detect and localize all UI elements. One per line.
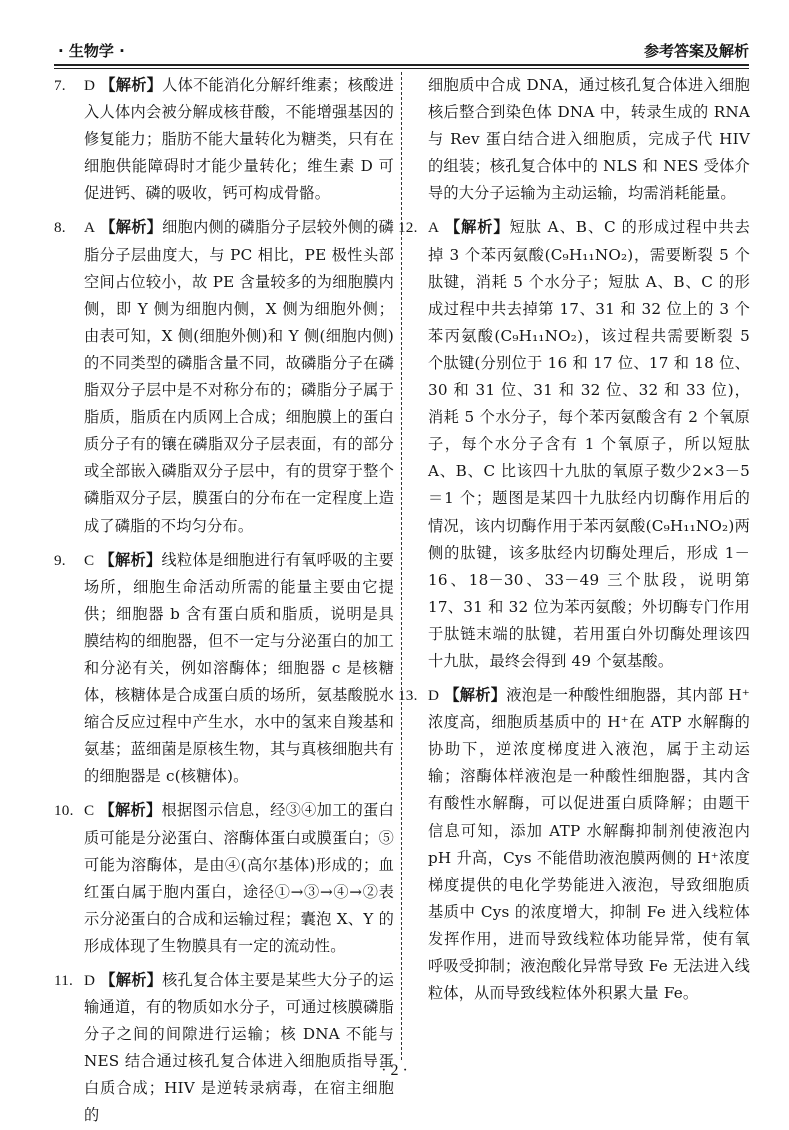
analysis-text: 人体不能消化分解纤维素；核酸进入人体内会被分解成核苷酸，不能增强基因的修复能力；脂肪不能大量转化为糖类，只有在细胞供能障碍时才能少量转化；维生素 D 可促进钙、磷的吸收，钙可构成骨骼。 [84, 76, 395, 203]
answer-letter: D [84, 77, 96, 94]
answer-item-11-continued: 细胞质中合成 DNA，通过核孔复合体进入细胞核后整合到染色体 DNA 中，转录生成的 RNA 与 Rev 蛋白结合进入细胞质，完成子代 HIV 的组装；核孔复合体中的 NLS 和 NES 受体介导的大分子运输为主动运输，均需消耗能量。 [428, 76, 750, 203]
left-column [54, 72, 394, 1130]
analysis-text: 线粒体是细胞进行有氧呼吸的主要场所，细胞生命活动所需的能量主要由它提供；细胞器 b 含有蛋白质和脂质，说明是具膜结构的细胞器，但不一定与分泌蛋白的加工和分泌有关，例如溶酶体；细胞器 c 是核糖体，核糖体是合成蛋白质的场所，氨基酸脱水缩合反应过程中产生水，水中的氢来自羧基和氨基；蓝细菌是原核生物，其与真核细胞共有的细胞器是 c(核糖体)。 [84, 550, 395, 786]
answer-item-13 [398, 682, 750, 1007]
question-number: 10. [54, 802, 74, 820]
question-number: 9. [54, 551, 66, 569]
answer-item-11 [54, 967, 394, 1130]
analysis-tag: 【解析】 [100, 218, 163, 237]
question-number: 8. [54, 219, 66, 237]
analysis-tag: 【解析】 [444, 686, 507, 705]
analysis-tag: 【解析】 [99, 801, 162, 820]
subject-label: · 生物学 · [58, 42, 125, 60]
answer-item-7 [54, 72, 394, 207]
question-number: 11. [54, 972, 74, 989]
analysis-text: 核孔复合体主要是某些大分子的运输通道，有的物质如水分子，可通过核膜磷脂分子之间的间隙进行运输；核 DNA 不能与 NES 结合通过核孔复合体进入细胞质指导蛋白质合成；HIV 是逆转录病毒，在宿主细胞的 [84, 971, 395, 1125]
question-number: 13. [398, 687, 418, 705]
answer-item-9 [54, 547, 394, 791]
answer-item-8 [54, 214, 394, 539]
analysis-text: 液泡是一种酸性细胞器，其内部 H⁺浓度高，细胞质基质中的 H⁺在 ATP 水解酶的协助下，逆浓度梯度进入液泡，属于主动运输；溶酶体样液泡是一种酸性细胞器，其内含有酸性水解酶，可以促进蛋白质降解；由题干信息可知，添加 ATP 水解酶抑制剂使液泡内 pH 升高，Cys 不能借助液泡膜两侧的 H⁺浓度梯度提供的电化学势能进入液泡，导致细胞质基质中 Cys 的浓度增大，抑制 Fe 进入线粒体发挥作用，进而导致线粒体功能异常，使有氧呼吸受抑制；液泡酸化异常导致 Fe 无法进入线粒体，从而导致线粒体外积累大量 Fe。 [428, 686, 750, 1003]
answer-item-12 [398, 214, 750, 675]
analysis-tag: 【解析】 [100, 971, 163, 989]
answer-letter: C [84, 802, 95, 820]
answer-letter: D [84, 972, 96, 989]
right-column [398, 72, 750, 1007]
analysis-tag: 【解析】 [444, 218, 510, 237]
page-number: · 2 · [381, 1062, 408, 1079]
answer-letter: D [428, 687, 440, 705]
question-number: 7. [54, 77, 66, 94]
analysis-tag: 【解析】 [99, 550, 162, 569]
analysis-text: 短肽 A、B、C 的形成过程中共去掉 3 个苯丙氨酸(C₉H₁₁NO₂)，需要断裂 5 个肽键，消耗 5 个水分子；短肽 A、B、C 的形成过程中共去掉第 17、31 和 32 位上的 3 个苯丙氨酸(C₉H₁₁NO₂)，该过程共需要断裂 5 个肽键(分别位于 16 和 17 位、17 和 18 位、30 和 31 位、31 和 32 位、32 和 33 位)，消耗 5 个水分子，每个苯丙氨酸含有 2 个氧原子，每个水分子含有 1 个氧原子，所以短肽 A、B、C 比该四十九肽的氧原子数少2×3－5＝1 个；题图是某四十九肽经内切酶作用后的情况，该内切酶作用于苯丙氨酸(C₉H₁₁NO₂)两侧的肽键，该多肽经内切酶处理后，形成 1－16、18－30、33－49 三个肽段，说明第 17、31 和 32 位为苯丙氨酸；外切酶专门作用于肽链末端的肽键，若用蛋白外切酶处理该四十九肽，最终会得到 49 个氨基酸。 [428, 218, 750, 670]
answer-letter: A [428, 219, 440, 237]
answer-letter: C [84, 551, 95, 569]
question-number: 12. [398, 219, 418, 237]
analysis-text: 根据图示信息，经③④加工的蛋白质可能是分泌蛋白、溶酶体蛋白或膜蛋白；⑤可能为溶酶体，是由④(高尔基体)形成的；血红蛋白属于胞内蛋白，途径①→③→④→②表示分泌蛋白的合成和运输过程；囊泡 X、Y 的形成体现了生物膜具有一定的流动性。 [84, 801, 395, 955]
answer-item-10 [54, 797, 394, 960]
header-rule-thick [54, 64, 749, 66]
header-rule-thin [54, 68, 749, 69]
section-title: 参考答案及解析 [643, 42, 749, 60]
answer-letter: A [84, 219, 96, 237]
page-header [54, 40, 749, 62]
analysis-tag: 【解析】 [100, 76, 163, 94]
analysis-text: 细胞内侧的磷脂分子层较外侧的磷脂分子层曲度大，与 PC 相比，PE 极性头部空间占位较小，故 PE 含量较多的为细胞膜内侧，即 Y 侧为细胞内侧，X 侧为细胞外侧；由表可知，X 侧(细胞外侧)和 Y 侧(细胞内侧)的不同类型的磷脂含量不同，故磷脂分子在磷脂双分子层中是不对称分布的；磷脂分子属于脂质，脂质在内质网上合成；细胞膜上的蛋白质分子有的镶在磷脂双分子层表面，有的部分或全部嵌入磷脂双分子层中，有的贯穿于整个磷脂双分子层，膜蛋白的分布在一定程度上造成了磷脂的不均匀分布。 [84, 218, 395, 535]
